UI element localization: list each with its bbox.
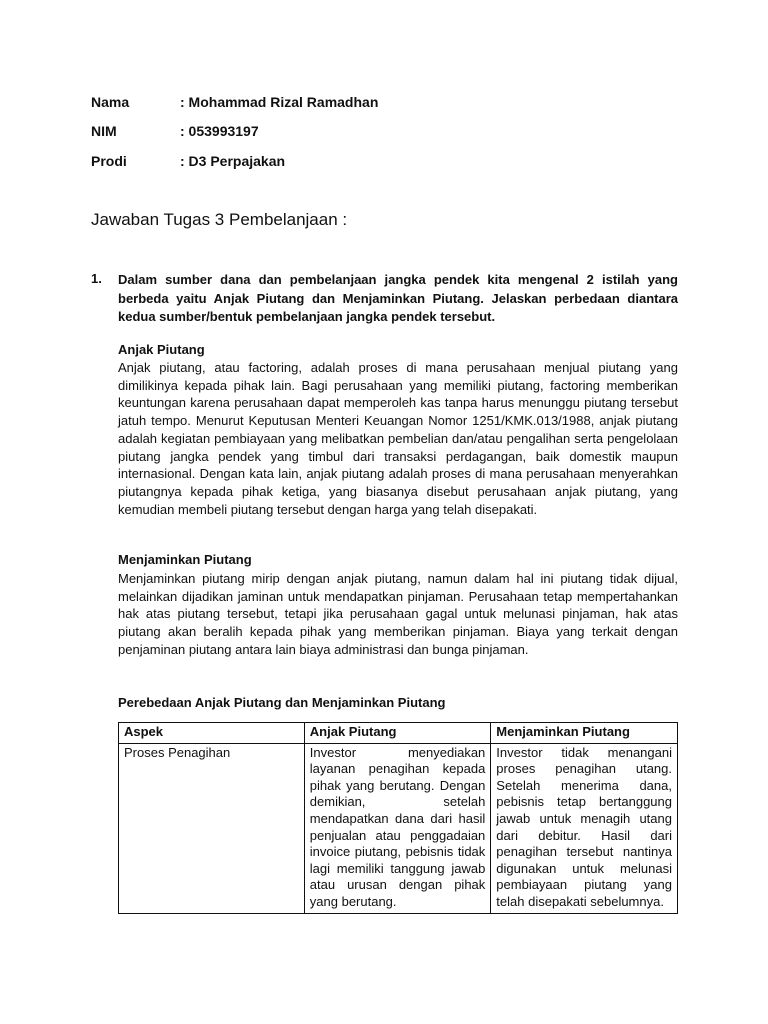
table-header-row: [119, 723, 678, 744]
menjaminkan-piutang-paragraph: Menjaminkan piutang mirip dengan anjak piutang, namun dalam hal ini piutang tidak dijual, melainkan dijadikan jaminan untuk mendapatkan pinjaman. Perusahaan tetap mempertahankan hak atas piutang tersebut, tetapi jika perusahaan gagal untuk melunasi pinjaman, hak atas piutang akan beralih kepada pihak yang memberikan pinjaman. Biaya yang terkait dengan penjaminan piutang antara lain biaya administrasi dan bunga pinjaman.: [118, 571, 678, 657]
table-row: [119, 743, 678, 913]
anjak-piutang-paragraph: Anjak piutang, atau factoring, adalah proses di mana perusahaan menjual piutang yang dimilikinya kepada pihak lain. Bagi perusahaan yang memiliki piutang, factoring memberikan keuntungan karena perusahaan dapat memperoleh kas tanpa harus menunggu piutang tersebut jatuh tempo. Menurut Keputusan Menteri Keuangan Nomor 1251/KMK.013/1988, anjak piutang adalah kegiatan pembiayaan yang melibatkan pembelian dan/atau pengalihan serta pengelolaan piutang jangka pendek yang timbul dari transaksi perdagangan, baik domestik maupun internasional. Dengan kata lain, anjak piutang adalah proses di mana perusahaan menyerahkan piutangnya kepada pihak ketiga, yang biasanya disebut perusahaan anjak piutang, yang kemudian membeli piutang tersebut dengan harga yang telah disepakati.: [118, 360, 678, 517]
prodi-value: : D3 Perpajakan: [180, 153, 286, 169]
comparison-table-title: Perebedaan Anjak Piutang dan Menjaminkan Piutang: [118, 695, 446, 710]
cell-menjaminkan: Investor tidak menangani proses penagihan utang. Setelah menerima dana, pebisnis tetap bertanggung jawab untuk menagih utang dari debitur. Hasil dari penagihan tersebut nantinya digunakan untuk melunasi pembiayaan piutang yang telah disepakati sebelumnya.: [491, 743, 678, 913]
menjaminkan-piutang-title: Menjaminkan Piutang: [118, 552, 252, 567]
cell-anjak: Investor menyediakan layanan penagihan kepada pihak yang berutang. Dengan demikian, setelah mendapatkan dana dari hasil penjualan atau penggadaian invoice piutang, pebisnis tidak lagi memiliki tanggung jawab atau urusan dengan pihak yang berutang.: [304, 743, 491, 913]
cell-aspek: Proses Penagihan: [119, 743, 305, 913]
nim-label: NIM: [91, 123, 117, 139]
nim-value: : 053993197: [180, 123, 259, 139]
header-menjaminkan-piutang: Menjaminkan Piutang: [491, 723, 678, 744]
header-aspek: Aspek: [119, 723, 305, 744]
nama-label: Nama: [91, 94, 130, 110]
anjak-piutang-title: Anjak Piutang: [118, 342, 205, 357]
prodi-label: Prodi: [91, 153, 127, 169]
nama-value: : Mohammad Rizal Ramadhan: [180, 94, 379, 110]
page-heading: Jawaban Tugas 3 Pembelanjaan :: [91, 210, 348, 229]
header-anjak-piutang: Anjak Piutang: [304, 723, 491, 744]
comparison-table: [118, 722, 678, 914]
question-number: 1.: [91, 271, 102, 286]
question-text: Dalam sumber dana dan pembelanjaan jangka pendek kita mengenal 2 istilah yang berbeda yaitu Anjak Piutang dan Menjaminkan Piutang. Jelaskan perbedaan diantara kedua sumber/bentuk pembelanjaan jangka pendek tersebut.: [118, 272, 678, 324]
